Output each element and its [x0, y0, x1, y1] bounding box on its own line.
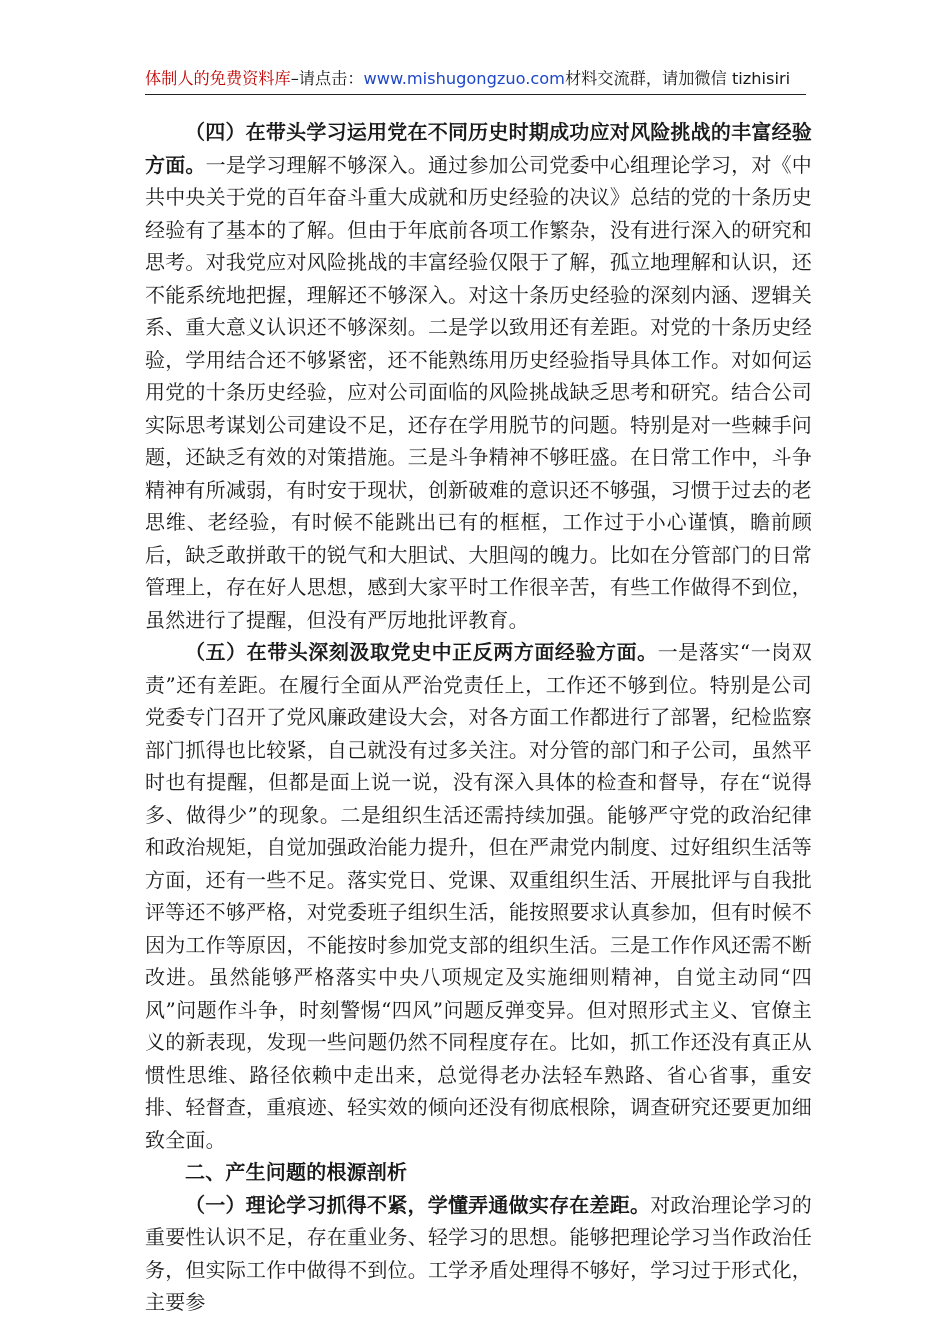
document-body	[145, 116, 812, 1319]
paragraph-text: 对政治理论学习的重要性认识不足，存在重业务、轻学习的思想。能够把理论学习当作政治任务，但实际工作中做得不到位。工学矛盾处理得不够好，学习过于形式化，主要参	[145, 1192, 812, 1314]
paragraph-root-cause-1	[145, 1189, 812, 1319]
header-suffix: 材料交流群，请加微信 tizhisiri	[564, 69, 791, 88]
paragraph-lead: （五）在带头深刻汲取党史中正反两方面经验方面。	[185, 640, 658, 664]
paragraph-text: 一是落实“一岗双责”还有差距。在履行全面从严治党责任上，工作还不够到位。特别是公司党委专门召开了党风廉政建设大会，对各方面工作都进行了部署，纪检监察部门抓得也比较紧，自己就没有过多关注。对分管的部门和子公司，虽然平时也有提醒，但都是面上说一说，没有深入具体的检查和督导，存在“说得多、做得少”的现象。二是组织生活还需持续加强。能够严守党的政治纪律和政治规矩，自觉加强政治能力提升，但在严肃党内制度、过好组织生活等方面，还有一些不足。落实党日、党课、双重组织生活、开展批评与自我批评等还不够严格，对党委班子组织生活，能按照要求认真参加，但有时候不因为工作等原因，不能按时参加党支部的组织生活。三是工作作风还需不断改进。虽然能够严格落实中央八项规定及实施细则精神，自觉主动同“四风”问题作斗争，时刻警惕“四风”问题反弹变异。但对照形式主义、官僚主义的新表现，发现一些问题仍然不同程度存在。比如，抓工作还没有真正从惯性思维、路径依赖中走出来，总觉得老办法轻车熟路、省心省事，重安排、轻督查，重痕迹、轻实效的倾向还没有彻底根除，调查研究还要更加细致全面。	[145, 640, 812, 1152]
paragraph-lead: （四）在带头学习运用党在不同历史时期成功应对风险挑战的丰富经验方面。	[145, 120, 812, 177]
page-header	[145, 64, 806, 95]
header-url-link[interactable]: www.mishugongzuo.com	[363, 69, 565, 88]
paragraph-section-5	[145, 636, 812, 1156]
paragraph-text: 一是学习理解不够深入。通过参加公司党委中心组理论学习，对《中共中央关于党的百年奋斗重大成就和历史经验的决议》总结的党的十条历史经验有了基本的了解。但由于年底前各项工作繁杂，没有进行深入的研究和思考。对我党应对风险挑战的丰富经验仅限于了解，孤立地理解和认识，还不能系统地把握，理解还不够深入。对这十条历史经验的深刻内涵、逻辑关系、重大意义认识还不够深刻。二是学以致用还有差距。对党的十条历史经验，学用结合还不够紧密，还不能熟练用历史经验指导具体工作。对如何运用党的十条历史经验，应对公司面临的风险挑战缺乏思考和研究。结合公司实际思考谋划公司建设不足，还存在学用脱节的问题。特别是对一些棘手问题，还缺乏有效的对策措施。三是斗争精神不够旺盛。在日常工作中，斗争精神有所减弱，有时安于现状，创新破难的意识还不够强，习惯于过去的老思维、老经验，有时候不能跳出已有的框框，工作过于小心谨慎，瞻前顾后，缺乏敢拼敢干的锐气和大胆试、大胆闯的魄力。比如在分管部门的日常管理上，存在好人思想，感到大家平时工作很辛苦，有些工作做得不到位，虽然进行了提醒，但没有严厉地批评教育。	[145, 152, 812, 632]
paragraph-section-4	[145, 116, 812, 636]
header-prefix: –请点击：	[290, 69, 364, 88]
paragraph-lead: （一）理论学习抓得不紧，学懂弄通做实存在差距。	[185, 1192, 651, 1217]
section-heading: 二、产生问题的根源剖析	[185, 1160, 408, 1184]
header-brand: 体制人的免费资料库	[145, 69, 291, 88]
